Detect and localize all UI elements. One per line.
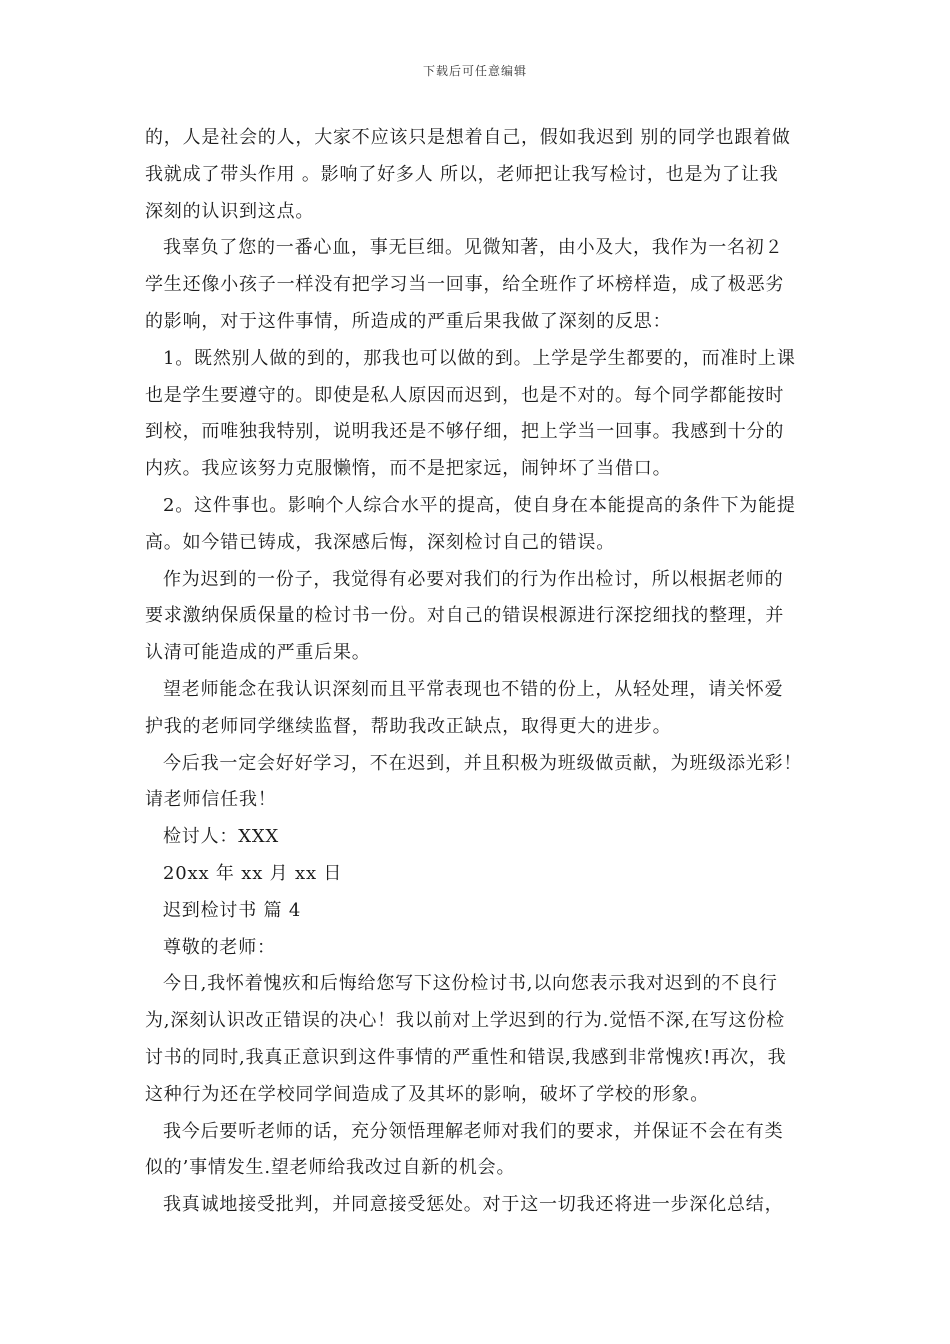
paragraph-line: 到校，而唯独我特别，说明我还是不够仔细，把上学当一回事。我感到十分的 <box>145 421 785 443</box>
paragraph-line: 深刻的认识到这点。 <box>145 200 315 222</box>
paragraph-line: 的影响，对于这件事情，所造成的严重后果我做了深刻的反思： <box>145 310 672 332</box>
paragraph-start-line: 20xx 年 xx 月 xx 日 <box>163 862 343 884</box>
paragraph-start-line: 检讨人：XXX <box>163 826 280 848</box>
paragraph-line: 我就成了带头作用 。影响了好多人 所以，老师把让我写检讨，也是为了让我 <box>145 163 779 185</box>
paragraph-line: 讨书的同时,我真正意识到这件事情的严重性和错误,我感到非常愧疚!再次，我 <box>145 1046 787 1068</box>
paragraph-line: 请老师信任我！ <box>145 789 277 811</box>
paragraph-line: 内疚。我应该努力克服懒惰，而不是把家远，闹钟坏了当借口。 <box>145 458 672 480</box>
paragraph-start-line: 今日,我怀着愧疚和后悔给您写下这份检讨书,以向您表示我对迟到的不良行 <box>163 973 778 995</box>
paragraph-start-line: 我辜负了您的一番心血，事无巨细。见微知著，由小及大，我作为一名初２ <box>163 237 784 259</box>
paragraph-start-line: 我今后要听老师的话，充分领悟理解老师对我们的要求，并保证不会在有类 <box>163 1120 784 1142</box>
paragraph-line: 似的’事情发生.望老师给我改过自新的机会。 <box>145 1157 516 1179</box>
paragraph-line: 要求激纳保质保量的检讨书一份。对自己的错误根源进行深挖细找的整理，并 <box>145 605 785 627</box>
paragraph-start-line: 1。既然别人做的到的，那我也可以做的到。上学是学生都要的，而准时上课 <box>163 347 796 369</box>
paragraph-line: 认清可能造成的严重后果。 <box>145 642 371 664</box>
paragraph-start-line: 我真诚地接受批判，并同意接受惩处。对于这一切我还将进一步深化总结， <box>163 1194 784 1216</box>
document-body <box>145 120 810 1224</box>
paragraph-line: 为,深刻认识改正错误的决心！我以前对上学迟到的行为.觉悟不深,在写这份检 <box>145 1010 785 1032</box>
paragraph-start-line: 尊敬的老师： <box>163 936 276 958</box>
paragraph-line: 也是学生要遵守的。即使是私人原因而迟到，也是不对的。每个同学都能按时 <box>145 384 785 406</box>
paragraph-start-line: 迟到检讨书 篇 4 <box>163 899 302 921</box>
paragraph-line: 这种行为还在学校同学间造成了及其坏的影响，破坏了学校的形象。 <box>145 1083 709 1105</box>
paragraph-start-line: 今后我一定会好好学习，不在迟到，并且积极为班级做贡献，为班级添光彩！ <box>163 752 803 774</box>
paragraph-line: 学生还像小孩子一样没有把学习当一回事，给全班作了坏榜样造，成了极恶劣 <box>145 274 785 296</box>
paragraph-start-line: 作为迟到的一份子，我觉得有必要对我们的行为作出检讨，所以根据老师的 <box>163 568 784 590</box>
paragraph-line: 高。如今错已铸成，我深感后悔，深刻检讨自己的错误。 <box>145 531 615 553</box>
paragraph-line: 护我的老师同学继续监督，帮助我改正缺点，取得更大的进步。 <box>145 715 672 737</box>
paragraph-line: 的，人是社会的人，大家不应该只是想着自己，假如我迟到 别的同学也跟着做 <box>145 127 791 148</box>
paragraph-start-line: 2。这件事也。影响个人综合水平的提高，使自身在本能提高的条件下为能提 <box>163 494 796 516</box>
page-header: 下载后可任意编辑 <box>422 64 527 78</box>
paragraph-start-line: 望老师能念在我认识深刻而且平常表现也不错的份上，从轻处理，请关怀爱 <box>163 678 784 700</box>
